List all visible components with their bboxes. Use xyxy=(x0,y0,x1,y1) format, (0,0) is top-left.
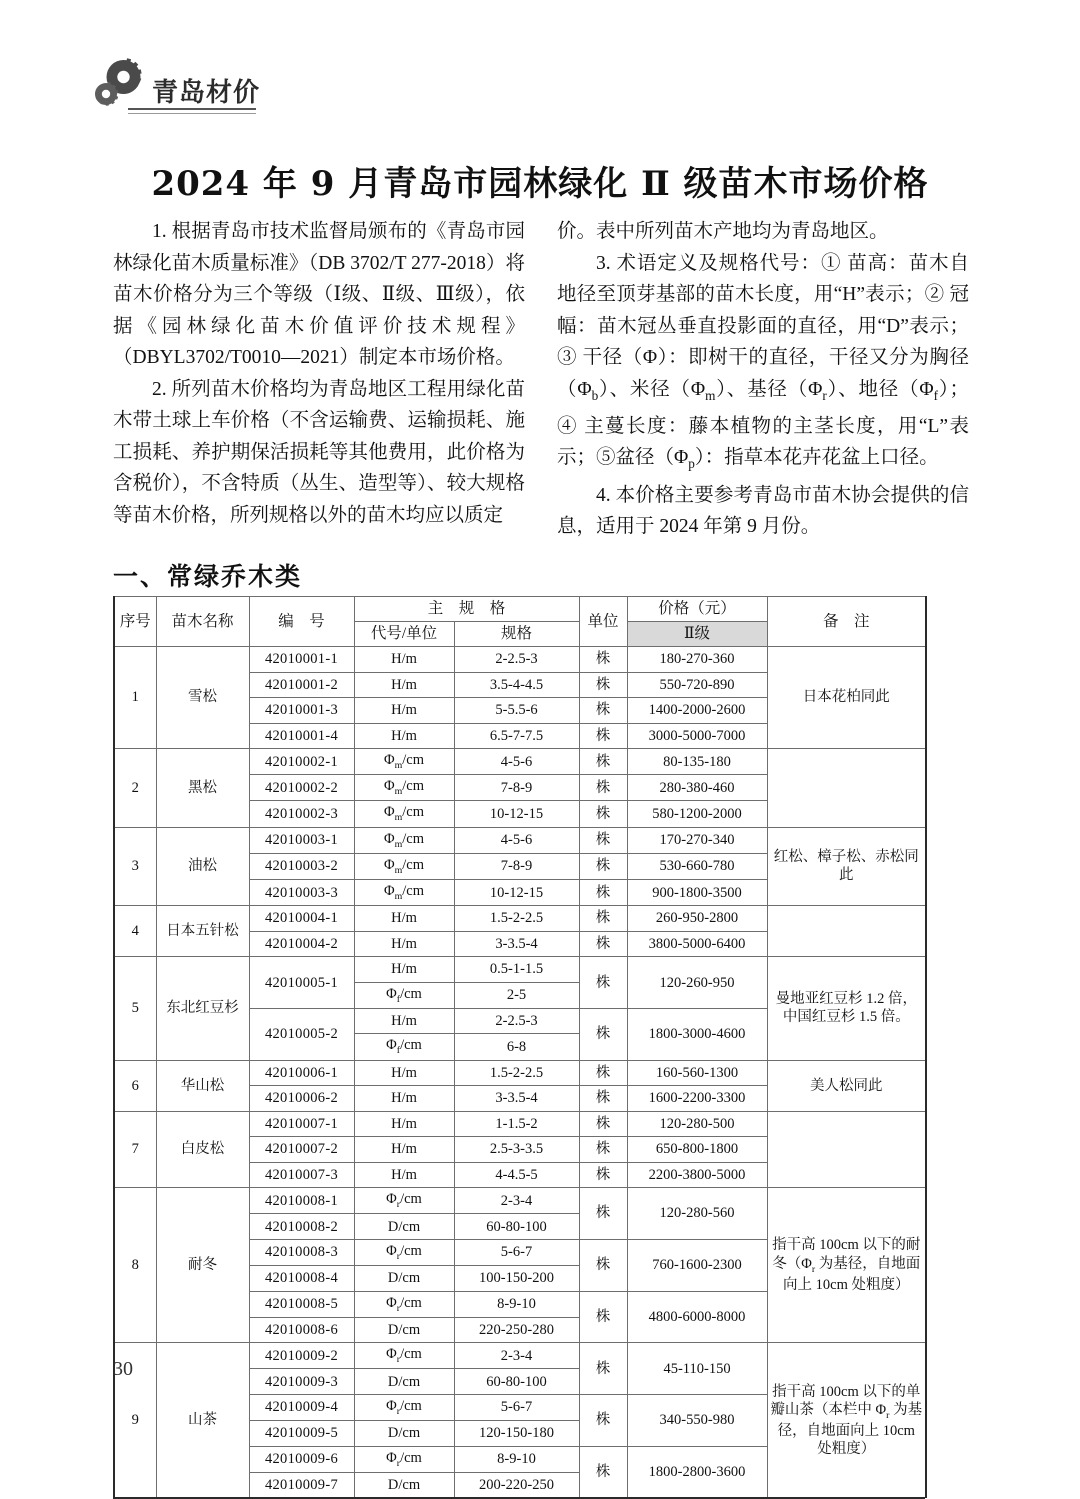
cell-seq: 9 xyxy=(114,1343,156,1498)
note-item-1: 1. 根据青岛市技术监督局颁布的《青岛市园林绿化苗木质量标准》（DB 3702/T 277-2018）将苗木价格分为三个等级（Ⅰ级、Ⅱ级、Ⅲ级），依据《园林绿化苗木价值评价技术规程》（DBYL3702/T0010—2021）制定本市场价格。 xyxy=(113,221,525,368)
header-name: 苗木名称 xyxy=(156,597,249,647)
cell-code: 42010001-4 xyxy=(249,723,354,749)
cell-spec-value: 8-9-10 xyxy=(454,1446,579,1472)
cell-code: 42010001-2 xyxy=(249,672,354,698)
cell-code: 42010008-5 xyxy=(249,1291,354,1317)
cell-unit: 株 xyxy=(579,723,627,749)
cell-spec-value: 120-150-180 xyxy=(454,1421,579,1447)
cell-spec-value: 4-5-6 xyxy=(454,749,579,775)
cell-seq: 5 xyxy=(114,957,156,1060)
cell-spec-unit: $\Phi_m/cm$ xyxy=(354,827,454,853)
note-item-2: 2. 所列苗木价格均为青岛地区工程用绿化苗木带土球上车价格（不含运输费、运输损耗、施工损耗、养护期保活损耗等其他费用，此价格为含税价），不含特质（丛生、造型等）、较大规格等苗木价格，所列规格以外的苗木均应以质定 xyxy=(113,378,525,526)
cell-spec-value: 1-1.5-2 xyxy=(454,1111,579,1137)
cell-price: 3000-5000-7000 xyxy=(627,723,767,749)
price-table-wrapper xyxy=(113,596,925,1498)
cell-code: 42010008-4 xyxy=(249,1266,354,1292)
cell-code: 42010002-3 xyxy=(249,801,354,827)
cell-spec-unit: H/m xyxy=(354,1008,454,1034)
cell-spec-value: 2-3-4 xyxy=(454,1188,579,1214)
cell-unit: 株 xyxy=(579,775,627,801)
cell-spec-value: 2-5 xyxy=(454,982,579,1008)
cell-unit: 株 xyxy=(579,906,627,932)
cell-code: 42010008-3 xyxy=(249,1239,354,1265)
cell-spec-unit: $\Phi_r/cm$ xyxy=(354,1394,454,1420)
cell-spec-value: 60-80-100 xyxy=(454,1214,579,1240)
cell-spec-value: 200-220-250 xyxy=(454,1472,579,1498)
cell-spec-unit: $\Phi_m/cm$ xyxy=(354,853,454,879)
note-item-2-continued: 价。表中所列苗木产地均为青岛地区。 xyxy=(557,221,889,242)
cell-spec-value: 60-80-100 xyxy=(454,1369,579,1395)
cell-price: 280-380-460 xyxy=(627,775,767,801)
cell-price: 80-135-180 xyxy=(627,749,767,775)
cell-code: 42010009-7 xyxy=(249,1472,354,1498)
cell-code: 42010009-4 xyxy=(249,1394,354,1420)
cell-spec-value: 3-3.5-4 xyxy=(454,931,579,957)
cell-spec-value: 10-12-15 xyxy=(454,880,579,906)
cell-spec-unit: H/m xyxy=(354,1060,454,1086)
cell-price: 550-720-890 xyxy=(627,672,767,698)
cell-spec-unit: $\Phi_r/cm$ xyxy=(354,1239,454,1265)
cell-price: 1800-3000-4600 xyxy=(627,1008,767,1060)
cell-price: 900-1800-3500 xyxy=(627,880,767,906)
cell-plant-name: 雪松 xyxy=(156,647,249,749)
table-row xyxy=(114,1111,926,1137)
cell-spec-value: 0.5-1-1.5 xyxy=(454,957,579,983)
cell-unit: 株 xyxy=(579,1060,627,1086)
cell-price: 340-550-980 xyxy=(627,1394,767,1446)
cell-unit: 株 xyxy=(579,698,627,724)
cell-price: 260-950-2800 xyxy=(627,906,767,932)
cell-spec-unit: H/m xyxy=(354,1086,454,1112)
cell-spec-unit: H/m xyxy=(354,931,454,957)
page-title: 2024 年 9 月青岛市园林绿化 Ⅱ 级苗木市场价格 xyxy=(151,164,929,204)
cell-remark: 曼地亚红豆杉 1.2 倍，中国红豆杉 1.5 倍。 xyxy=(767,957,926,1060)
cell-unit: 株 xyxy=(579,1291,627,1343)
cell-code: 42010009-5 xyxy=(249,1421,354,1447)
cell-unit: 株 xyxy=(579,1162,627,1188)
header-seq: 序号 xyxy=(114,597,156,647)
cell-spec-value: 6.5-7-7.5 xyxy=(454,723,579,749)
cell-price: 180-270-360 xyxy=(627,647,767,673)
cell-code: 42010008-1 xyxy=(249,1188,354,1214)
cell-code: 42010004-1 xyxy=(249,906,354,932)
cell-price: 120-280-500 xyxy=(627,1111,767,1137)
cell-spec-unit: H/m xyxy=(354,672,454,698)
cell-spec-unit: D/cm xyxy=(354,1214,454,1240)
cell-seq: 6 xyxy=(114,1060,156,1111)
price-table xyxy=(113,596,927,1498)
cell-spec-unit: D/cm xyxy=(354,1317,454,1343)
cell-spec-value: 2-2.5-3 xyxy=(454,647,579,673)
cell-spec-unit: H/m xyxy=(354,1162,454,1188)
header-price-group: 价格（元） xyxy=(627,597,767,622)
table-row xyxy=(114,647,926,673)
cell-spec-unit: $\Phi_m/cm$ xyxy=(354,749,454,775)
cell-spec-value: 2.5-3-3.5 xyxy=(454,1137,579,1163)
cell-code: 42010006-2 xyxy=(249,1086,354,1112)
cell-code: 42010007-2 xyxy=(249,1137,354,1163)
cell-spec-unit: $\Phi_r/cm$ xyxy=(354,1188,454,1214)
cell-remark: 日本花柏同此 xyxy=(767,647,926,749)
cell-unit: 株 xyxy=(579,1394,627,1446)
cell-price: 170-270-340 xyxy=(627,827,767,853)
cell-price: 45-110-150 xyxy=(627,1343,767,1395)
cell-unit: 株 xyxy=(579,672,627,698)
table-row xyxy=(114,749,926,775)
gears-icon xyxy=(92,58,144,110)
cell-unit: 株 xyxy=(579,1239,627,1291)
cell-unit: 株 xyxy=(579,1086,627,1112)
cell-code: 42010006-1 xyxy=(249,1060,354,1086)
cell-unit: 株 xyxy=(579,853,627,879)
cell-spec-unit: D/cm xyxy=(354,1369,454,1395)
cell-seq: 1 xyxy=(114,647,156,749)
cell-spec-unit: H/m xyxy=(354,906,454,932)
cell-code: 42010003-3 xyxy=(249,880,354,906)
cell-unit: 株 xyxy=(579,749,627,775)
cell-price: 580-1200-2000 xyxy=(627,801,767,827)
cell-price: 650-800-1800 xyxy=(627,1137,767,1163)
cell-spec-value: 7-8-9 xyxy=(454,853,579,879)
cell-code: 42010002-1 xyxy=(249,749,354,775)
cell-code: 42010008-2 xyxy=(249,1214,354,1240)
cell-spec-unit: H/m xyxy=(354,698,454,724)
cell-spec-value: 10-12-15 xyxy=(454,801,579,827)
cell-code: 42010007-3 xyxy=(249,1162,354,1188)
cell-seq: 4 xyxy=(114,906,156,957)
cell-price: 160-560-1300 xyxy=(627,1060,767,1086)
cell-price: 1600-2200-3300 xyxy=(627,1086,767,1112)
cell-remark xyxy=(767,906,926,957)
cell-spec-unit: D/cm xyxy=(354,1421,454,1447)
table-row xyxy=(114,906,926,932)
cell-code: 42010001-3 xyxy=(249,698,354,724)
notes-column-right xyxy=(557,216,969,543)
brand-logo xyxy=(92,58,260,110)
table-header-row xyxy=(114,597,926,622)
cell-price: 4800-6000-8000 xyxy=(627,1291,767,1343)
cell-unit: 株 xyxy=(579,880,627,906)
cell-price: 120-260-950 xyxy=(627,957,767,1009)
table-row xyxy=(114,957,926,983)
cell-spec-value: 220-250-280 xyxy=(454,1317,579,1343)
brand-logo-text: 青岛材价 xyxy=(152,78,261,108)
cell-spec-unit: $\Phi_m/cm$ xyxy=(354,880,454,906)
cell-plant-name: 华山松 xyxy=(156,1060,249,1111)
notes-column-left xyxy=(113,216,525,543)
cell-price: 530-660-780 xyxy=(627,853,767,879)
note-item-4: 4. 本价格主要参考青岛市苗木协会提供的信息，适用于 2024 年第 9 月份。 xyxy=(557,484,969,538)
cell-price: 1800-2800-3600 xyxy=(627,1446,767,1498)
cell-spec-unit: H/m xyxy=(354,957,454,983)
cell-remark xyxy=(767,749,926,828)
cell-code: 42010009-6 xyxy=(249,1446,354,1472)
cell-unit: 株 xyxy=(579,1188,627,1240)
cell-code: 42010002-2 xyxy=(249,775,354,801)
note-item-3: 3. 术语定义及规格代号：① 苗高：苗木自地径至顶芽基部的苗木长度，用“H”表示；② 冠幅：苗木冠丛垂直投影面的直径，用“D”表示；③ 干径（Φ）：即树干的直径，干径又分为胸径$(\Phi_b)$、米径$(\Phi_m)$、基径$(\Phi_r)$、地径$(\Phi_f)$；④ 主蔓长度：藤本植物的主茎长度，用“L”表示；⑤盆径$(\Phi_p)$：指草本花卉花盆上口径。 xyxy=(557,252,969,472)
cell-spec-unit: $\Phi_r/cm$ xyxy=(354,1343,454,1369)
cell-spec-value: 1.5-2-2.5 xyxy=(454,1060,579,1086)
cell-code: 42010003-2 xyxy=(249,853,354,879)
cell-seq: 2 xyxy=(114,749,156,828)
page-number: 30 xyxy=(113,1358,133,1380)
cell-remark xyxy=(767,1111,926,1188)
cell-remark: 美人松同此 xyxy=(767,1060,926,1111)
cell-spec-value: 3.5-4-4.5 xyxy=(454,672,579,698)
cell-unit: 株 xyxy=(579,931,627,957)
cell-code: 42010009-3 xyxy=(249,1369,354,1395)
cell-plant-name: 日本五针松 xyxy=(156,906,249,957)
cell-unit: 株 xyxy=(579,1111,627,1137)
cell-spec-unit: H/m xyxy=(354,1111,454,1137)
cell-spec-value: 5-6-7 xyxy=(454,1394,579,1420)
cell-code: 42010001-1 xyxy=(249,647,354,673)
cell-code: 42010009-2 xyxy=(249,1343,354,1369)
cell-spec-unit: D/cm xyxy=(354,1472,454,1498)
cell-unit: 株 xyxy=(579,827,627,853)
cell-unit: 株 xyxy=(579,1343,627,1395)
cell-spec-unit: $\Phi_m/cm$ xyxy=(354,801,454,827)
cell-spec-value: 4-5-6 xyxy=(454,827,579,853)
cell-spec-value: 2-3-4 xyxy=(454,1343,579,1369)
cell-unit: 株 xyxy=(579,1008,627,1060)
cell-price: 760-1600-2300 xyxy=(627,1239,767,1291)
cell-spec-value: 100-150-200 xyxy=(454,1266,579,1292)
cell-code: 42010005-2 xyxy=(249,1008,354,1060)
cell-plant-name: 油松 xyxy=(156,827,249,906)
cell-spec-unit: H/m xyxy=(354,1137,454,1163)
cell-spec-unit: $\Phi_f/cm$ xyxy=(354,982,454,1008)
header-spec-unit: 代号/单位 xyxy=(354,622,454,647)
cell-unit: 株 xyxy=(579,957,627,1009)
cell-code: 42010007-1 xyxy=(249,1111,354,1137)
cell-seq: 3 xyxy=(114,827,156,906)
cell-price: 2200-3800-5000 xyxy=(627,1162,767,1188)
cell-code: 42010005-1 xyxy=(249,957,354,1009)
table-row xyxy=(114,1188,926,1214)
cell-plant-name: 白皮松 xyxy=(156,1111,249,1188)
cell-spec-value: 7-8-9 xyxy=(454,775,579,801)
cell-code: 42010004-2 xyxy=(249,931,354,957)
header-unit: 单位 xyxy=(579,597,627,647)
cell-spec-value: 4-4.5-5 xyxy=(454,1162,579,1188)
cell-spec-unit: $\Phi_r/cm$ xyxy=(354,1446,454,1472)
cell-plant-name: 耐冬 xyxy=(156,1188,249,1343)
cell-spec-unit: $\Phi_f/cm$ xyxy=(354,1034,454,1060)
cell-spec-unit: H/m xyxy=(354,723,454,749)
cell-seq: 8 xyxy=(114,1188,156,1343)
cell-spec-value: 3-3.5-4 xyxy=(454,1086,579,1112)
cell-spec-value: 5-6-7 xyxy=(454,1239,579,1265)
cell-plant-name: 山茶 xyxy=(156,1343,249,1498)
cell-unit: 株 xyxy=(579,1446,627,1498)
cell-spec-unit: $\Phi_r/cm$ xyxy=(354,1291,454,1317)
header-spec-group: 主 规 格 xyxy=(354,597,579,622)
cell-unit: 株 xyxy=(579,647,627,673)
cell-spec-value: 2-2.5-3 xyxy=(454,1008,579,1034)
cell-spec-unit: D/cm xyxy=(354,1266,454,1292)
cell-price: 1400-2000-2600 xyxy=(627,698,767,724)
cell-price: 120-280-560 xyxy=(627,1188,767,1240)
table-row xyxy=(114,1343,926,1369)
cell-spec-value: 6-8 xyxy=(454,1034,579,1060)
cell-price: 3800-5000-6400 xyxy=(627,931,767,957)
cell-plant-name: 黑松 xyxy=(156,749,249,828)
cell-remark: 指干高 100cm 以下的单瓣山茶（本栏中 $\Phi_r$ 为基径，自地面向上 10cm 处粗度） xyxy=(767,1343,926,1498)
cell-spec-unit: H/m xyxy=(354,647,454,673)
cell-remark: 红松、樟子松、赤松同此 xyxy=(767,827,926,906)
header-remark: 备 注 xyxy=(767,597,926,647)
cell-spec-value: 5-5.5-6 xyxy=(454,698,579,724)
cell-spec-value: 8-9-10 xyxy=(454,1291,579,1317)
table-row xyxy=(114,827,926,853)
section-heading: 一、常绿乔木类 xyxy=(113,562,303,591)
cell-spec-value: 1.5-2-2.5 xyxy=(454,906,579,932)
cell-unit: 株 xyxy=(579,1137,627,1163)
cell-spec-unit: $\Phi_m/cm$ xyxy=(354,775,454,801)
header-code: 编 号 xyxy=(249,597,354,647)
cell-plant-name: 东北红豆杉 xyxy=(156,957,249,1060)
cell-remark: 指干高 100cm 以下的耐冬（$\Phi_r$ 为基径，自地面向上 10cm 处粗度） xyxy=(767,1188,926,1343)
cell-seq: 7 xyxy=(114,1111,156,1188)
header-grade: Ⅱ级 xyxy=(627,622,767,647)
header-spec-value: 规格 xyxy=(454,622,579,647)
table-row xyxy=(114,1060,926,1086)
cell-code: 42010003-1 xyxy=(249,827,354,853)
logo-underline xyxy=(128,108,256,114)
intro-notes xyxy=(113,216,969,543)
cell-unit: 株 xyxy=(579,801,627,827)
cell-code: 42010008-6 xyxy=(249,1317,354,1343)
